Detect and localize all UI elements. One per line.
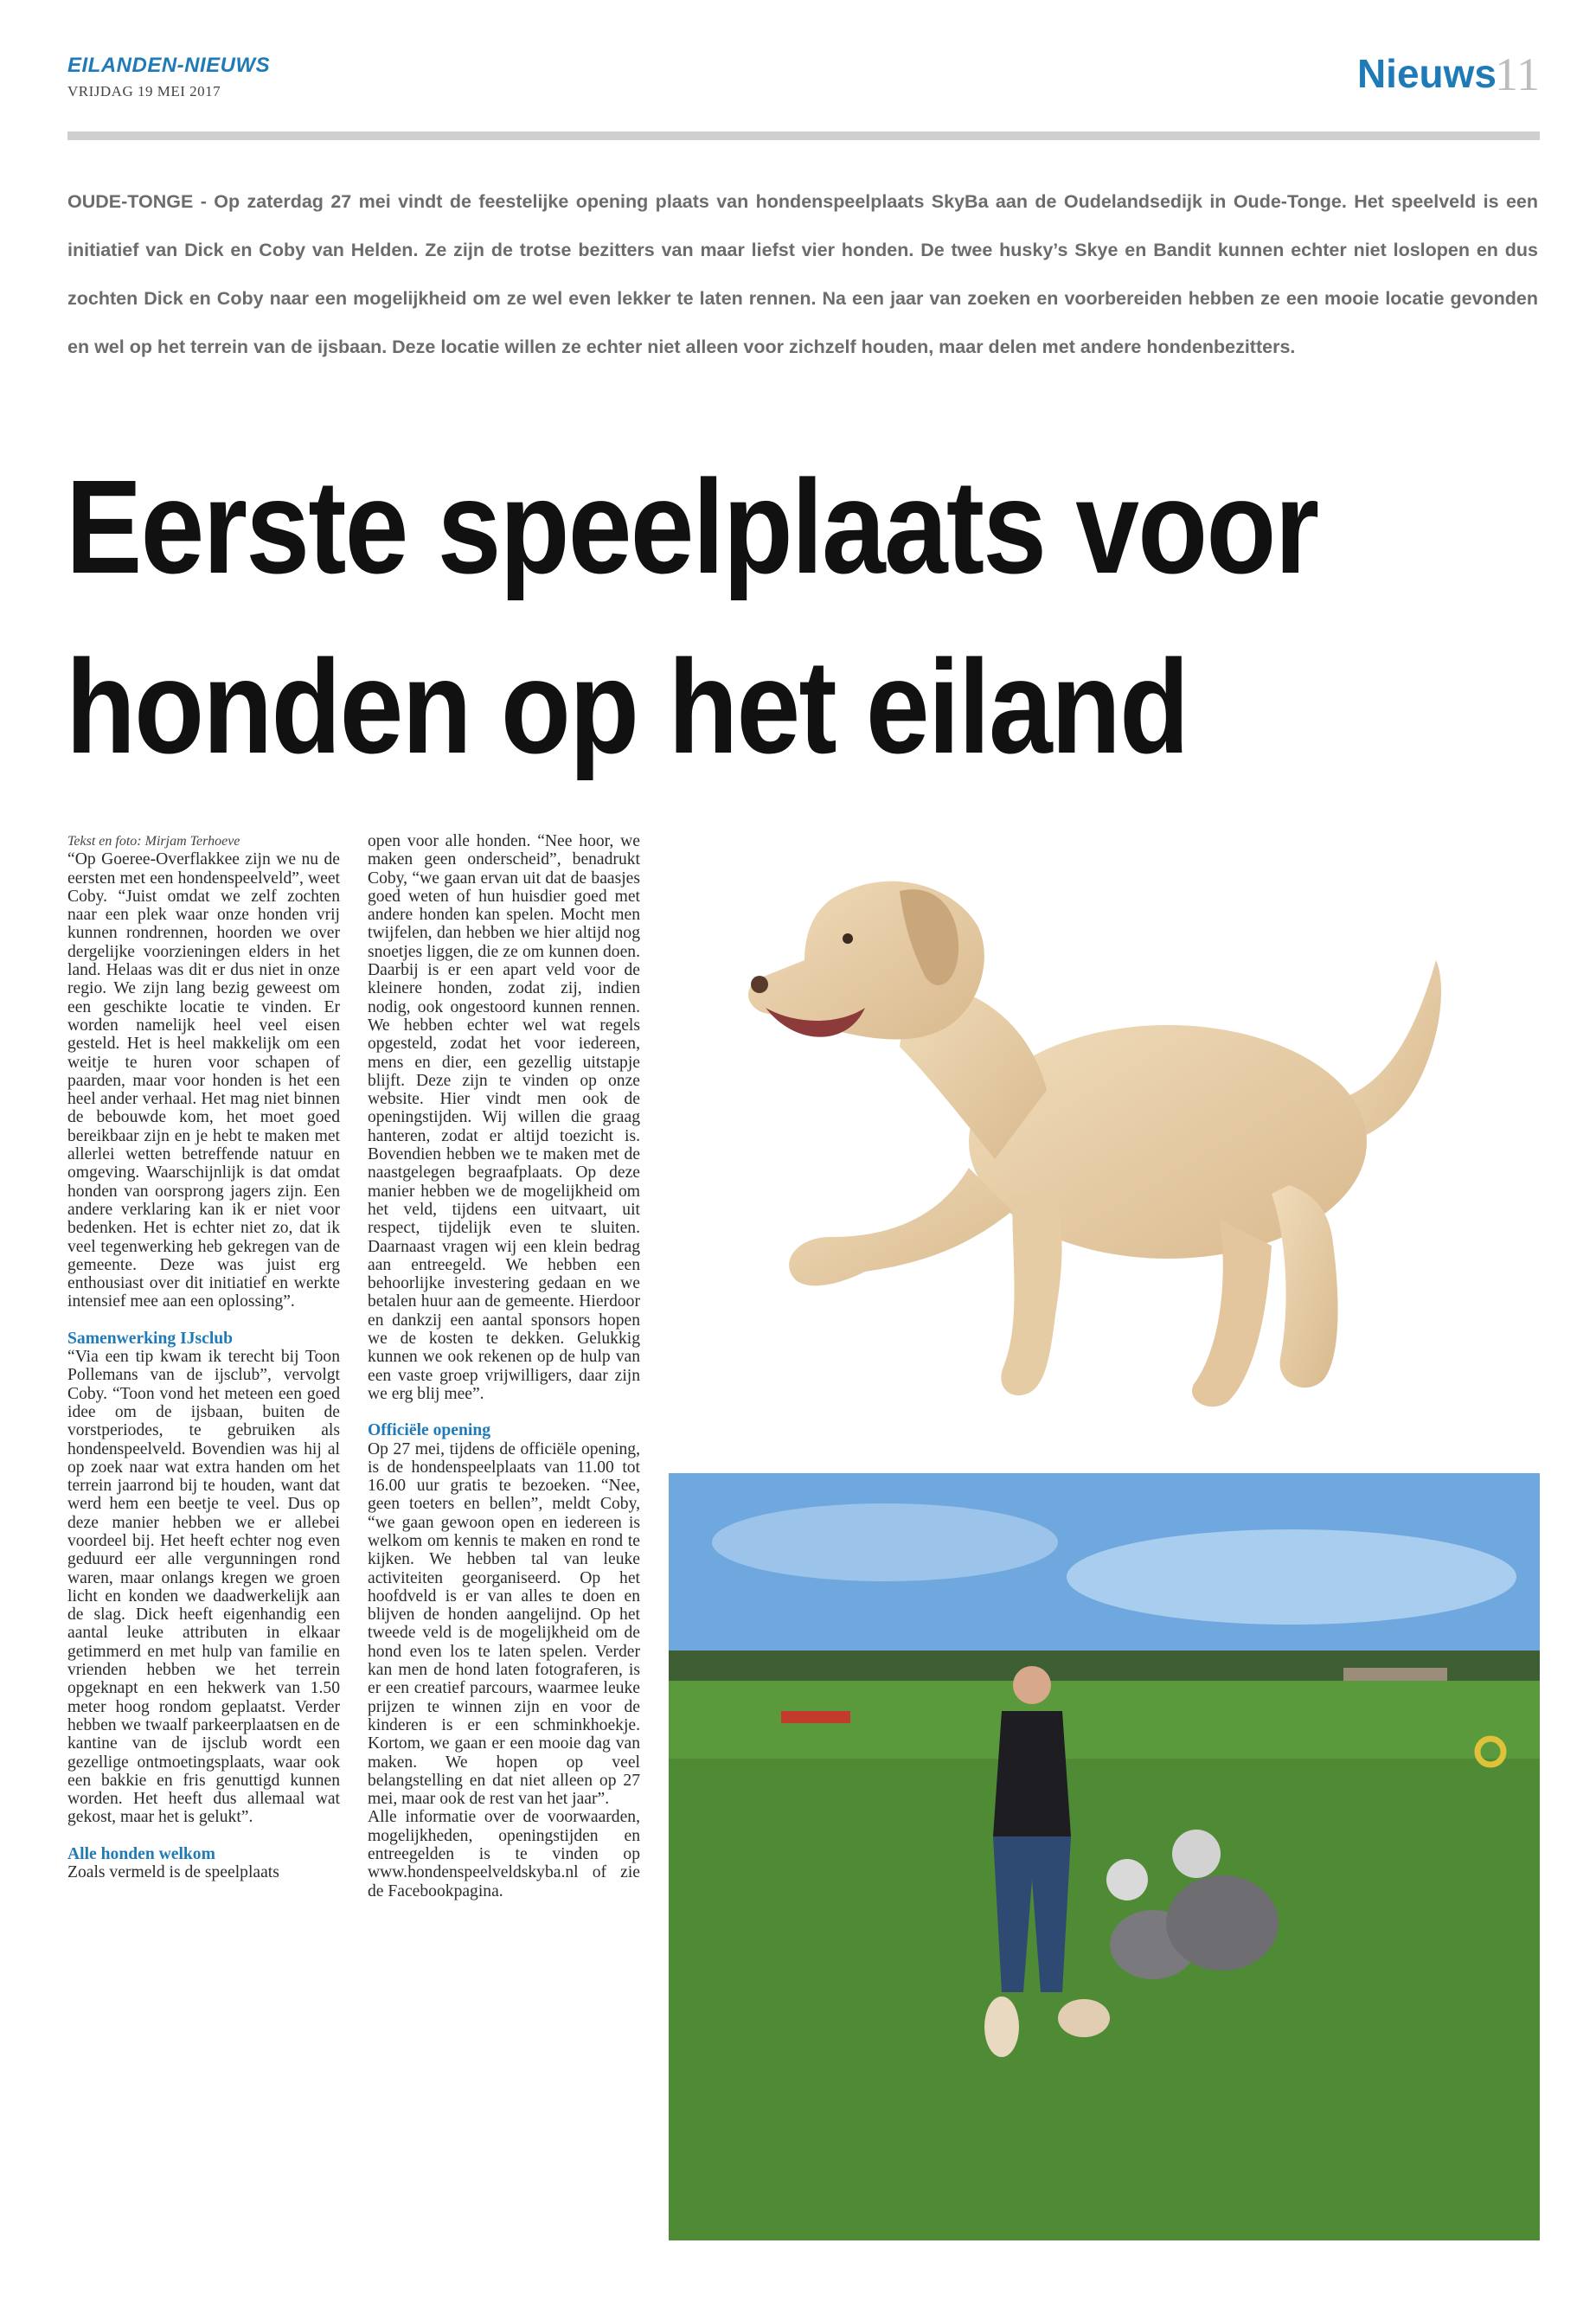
page-number: 11 [1495, 48, 1540, 100]
subheading: Officiële opening [368, 1421, 491, 1440]
dog-field-photo [669, 1473, 1540, 2240]
paragraph: “Via een tip kwam ik terecht bij Toon Pollemans van de ijsclub”, vervolgt Coby. “Toon vond het meteen een goed idee om de ijsbaan, buiten de vorstperiodes, te gebruiken als hondenspeelveld. Bovendien was hij al op zoek naar wat extra handen om het terrein jaarrond bij te houden, want dat werd hem een beetje te veel. Dus op deze manier hebben we er allebei voordeel bij. Het heeft echter nog even geduurd eer alle vergunningen rond waren, maar onlangs kregen we groen licht en konden we daadwerkelijk aan de slag. Dick heeft eigenhandig een aantal leuke attributen in elkaar getimmerd en met hulp van familie en vrienden hebben we het terrein opgeknapt en een hekwerk van 1.50 meter hoog rondom geplaatst. Verder hebben we twaalf parkeerplaatsen en de kantine van de ijsclub wordt een gezellige ontmoetingsplaats, waar ook een bakkie en fris genuttigd kunnen worden. Het heeft dus allemaal wat gekost, maar het is gelukt”. [67, 1348, 340, 1827]
paragraph: Alle informatie over de voorwaarden, mogelijkheden, openingstijden en entreegelden is te vinden op www.hondenspeelveldskyba.nl of zie de Facebookpagina. [368, 1808, 640, 1900]
paragraph: Op 27 mei, tijdens de officiële opening, is de hondenspeelplaats van 11.00 tot 16.00 uur gratis te bezoeken. “Nee, geen toeters en bellen”, meldt Coby, “we gaan gewoon open en iedereen is welkom om kennis te maken en rond te kijken. We hebben tal van leuke activiteiten georganiseerd. Op het hoofdveld is er van alles te doen en blijven de honden aangelijnd. Op het tweede veld is de mogelijkheid om de hond even los te laten spelen. Verder kan men de hond laten fotograferen, is er een creatief parcours, waarmee leuke prijzen te winnen zijn en voor de kinderen is er een schminkhoekje. Kortom, we gaan er een mooie dag van maken. We hopen op veel belangstelling en dat niet alleen op 27 mei, maar ook de rest van het jaar”. [368, 1439, 640, 1809]
newspaper-logo: EILANDEN-NIEUWS [67, 54, 271, 77]
article-column-1 [67, 832, 340, 1881]
byline: Tekst en foto: Mirjam Terhoeve [67, 834, 240, 849]
paragraph: open voor alle honden. “Nee hoor, we maken geen onderscheid”, benadrukt Coby, “we gaan ervan uit dat de baasjes goed weten of hun huisdier goed met andere honden kan spelen. Mocht men twijfelen, dan hebben we hier altijd nog snoetjes liggen, die ze om kunnen doen. Daarbij is er een apart veld voor de kleinere honden, zodat zij, indien nodig, ook ongestoord kunnen rennen. We hebben echter wel wat regels opgesteld, zodat het voor iedereen, mens en dier, een gezellig uitstapje blijft. Deze zijn te vinden op onze website. Hier vindt men ook de openingstijden. Wij willen die graag hanteren, zodat er altijd toezicht is. Bovendien hebben we te maken met de naastgelegen begraafplaats. Op deze manier hebben we de mogelijkheid om het veld, tijdens een uitvaart, uit respect, tijdelijk even te sluiten. Daarnaast vragen wij een klein bedrag aan entreegeld. We hebben een behoorlijke investering gedaan en we betalen huur aan de gemeente. Hierdoor en dankzij een aantal sponsors hopen we de kosten te dekken. Gelukkig kunnen we ook rekenen op de hulp van een vaste groep vrijwilligers, daar zijn we erg blij mee”. [368, 832, 640, 1403]
subheading: Alle honden welkom [67, 1844, 215, 1863]
paragraph: Zoals vermeld is de speelplaats [67, 1863, 279, 1882]
article-column-2 [368, 832, 640, 1900]
headline-line-2: honden op het eiland [66, 632, 1189, 781]
intro-paragraph: OUDE-TONGE - Op zaterdag 27 mei vindt de feestelijke opening plaats van hondenspeelplaats SkyBa aan de Oudelandsedijk in Oude-Tonge. Het speelveld is een initiatief van Dick en Coby van Helden. Ze zijn de trotse bezitters van maar liefst vier honden. De twee husky’s Skye en Bandit kunnen echter niet loslopen en dus zochten Dick en Coby naar een mogelijkheid om ze wel even lekker te laten rennen. Na een jaar van zoeken en voorbereiden hebben ze een mooie locatie gevonden en wel op het terrein van de ijsbaan. Deze locatie willen ze echter niet alleen voor zichzelf houden, maar delen met andere hondenbezitters. [67, 191, 1538, 357]
paragraph: “Op Goeree-Overflakkee zijn we nu de eersten met een hondenspeelveld”, weet Coby. “Juist omdat we zelf zochten naar een plek waar onze honden vrij kunnen rondrennen, hoorden we over dergelijke voorzieningen elders in het land. Helaas was dit er dus niet in onze regio. We zijn lang bezig geweest om een geschikte locatie te vinden. Er worden namelijk heel veel eisen gesteld. Het is heel makkelijk om een weitje te huren voor schapen of paarden, maar voor honden is het een heel ander verhaal. Het mag niet binnen de bebouwde kom, het moet goed bereikbaar zijn en je hebt te maken met allerlei wetten betreffende natuur en omgeving. Waarschijnlijk is dat omdat honden van oorsprong jagers zijn. Een andere verklaring kan ik er niet voor bedenken. Het is echter niet zo, dat ik veel tegenwerking heb gekregen van de gemeente. Deze was juist erg enthousiast over dit initiatief en werkte intensief mee aan een oplossing”. [67, 850, 340, 1311]
headline [66, 437, 1345, 797]
header-divider [67, 131, 1540, 140]
issue-date: VRIJDAG 19 MEI 2017 [67, 83, 221, 99]
section-label: Nieuws [1356, 51, 1497, 96]
headline-line-1: Eerste speelplaats voor [66, 452, 1318, 601]
subheading: Samenwerking IJsclub [67, 1329, 234, 1348]
labrador-puppy-photo [683, 830, 1505, 1436]
